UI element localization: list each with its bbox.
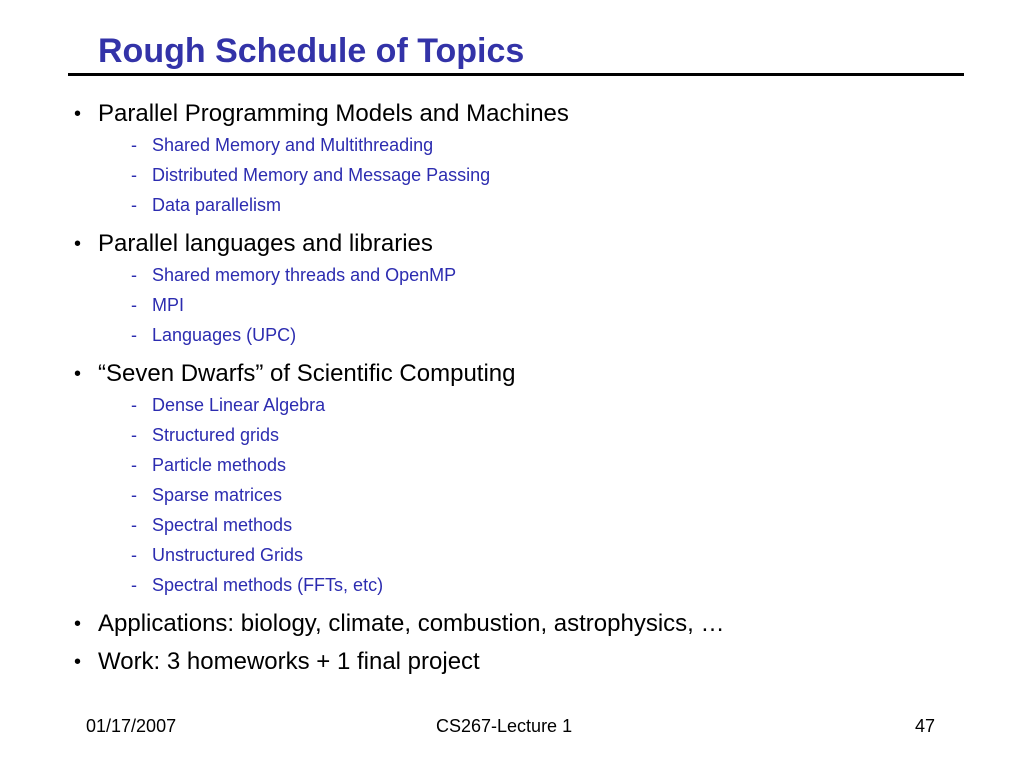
subtopic-list	[98, 260, 725, 350]
topic-label: Work: 3 homeworks + 1 final project	[98, 648, 480, 675]
topic-item	[74, 360, 725, 600]
topic-item	[74, 648, 725, 676]
topic-item	[74, 100, 725, 220]
subtopic-label: MPI	[152, 295, 185, 315]
dash-icon: -	[131, 575, 137, 595]
subtopic-item	[98, 130, 725, 160]
slide-number: 47	[915, 716, 936, 736]
subtopic-label: Spectral methods	[152, 515, 293, 535]
subtopic-item	[98, 510, 725, 540]
bullet-icon: •	[74, 233, 82, 255]
subtopic-item	[98, 570, 725, 600]
subtopic-label: Unstructured Grids	[152, 545, 304, 565]
dash-icon: -	[131, 295, 137, 315]
topic-label: Parallel Programming Models and Machines	[98, 100, 569, 127]
subtopic-item	[98, 480, 725, 510]
subtopic-item	[98, 260, 725, 290]
dash-icon: -	[131, 165, 137, 185]
subtopic-label: Dense Linear Algebra	[152, 395, 326, 415]
topic-label: Applications: biology, climate, combustion, astrophysics, …	[98, 610, 725, 637]
subtopic-item	[98, 540, 725, 570]
bullet-icon: •	[74, 651, 82, 673]
subtopic-item	[98, 390, 725, 420]
subtopic-item	[98, 190, 725, 220]
subtopic-list	[98, 390, 725, 600]
subtopic-item	[98, 160, 725, 190]
bullet-icon: •	[74, 103, 82, 125]
slide-title: Rough Schedule of Topics	[98, 32, 525, 70]
dash-icon: -	[131, 455, 137, 475]
subtopic-label: Particle methods	[152, 455, 287, 475]
bullet-icon: •	[74, 363, 82, 385]
subtopic-item	[98, 320, 725, 350]
subtopic-item	[98, 290, 725, 320]
footer-course-title: CS267-Lecture 1	[436, 716, 573, 736]
dash-icon: -	[131, 515, 137, 535]
title-underline	[68, 73, 964, 76]
footer-date: 01/17/2007	[86, 716, 177, 736]
dash-icon: -	[131, 135, 137, 155]
subtopic-label: Structured grids	[152, 425, 280, 445]
topic-list	[74, 100, 725, 686]
topic-label: Parallel languages and libraries	[98, 230, 433, 257]
subtopic-label: Distributed Memory and Message Passing	[152, 165, 491, 185]
subtopic-label: Sparse matrices	[152, 485, 283, 505]
subtopic-item	[98, 420, 725, 450]
subtopic-list	[98, 130, 725, 220]
subtopic-label: Shared memory threads and OpenMP	[152, 265, 457, 285]
topic-item	[74, 230, 725, 350]
dash-icon: -	[131, 395, 137, 415]
subtopic-label: Data parallelism	[152, 195, 282, 215]
dash-icon: -	[131, 195, 137, 215]
dash-icon: -	[131, 485, 137, 505]
dash-icon: -	[131, 545, 137, 565]
subtopic-item	[98, 450, 725, 480]
subtopic-label: Spectral methods (FFTs, etc)	[152, 575, 384, 595]
topic-item	[74, 610, 725, 638]
dash-icon: -	[131, 325, 137, 345]
subtopic-label: Languages (UPC)	[152, 325, 297, 345]
dash-icon: -	[131, 265, 137, 285]
topic-label: “Seven Dwarfs” of Scientific Computing	[98, 360, 516, 387]
dash-icon: -	[131, 425, 137, 445]
subtopic-label: Shared Memory and Multithreading	[152, 135, 434, 155]
bullet-icon: •	[74, 613, 82, 635]
